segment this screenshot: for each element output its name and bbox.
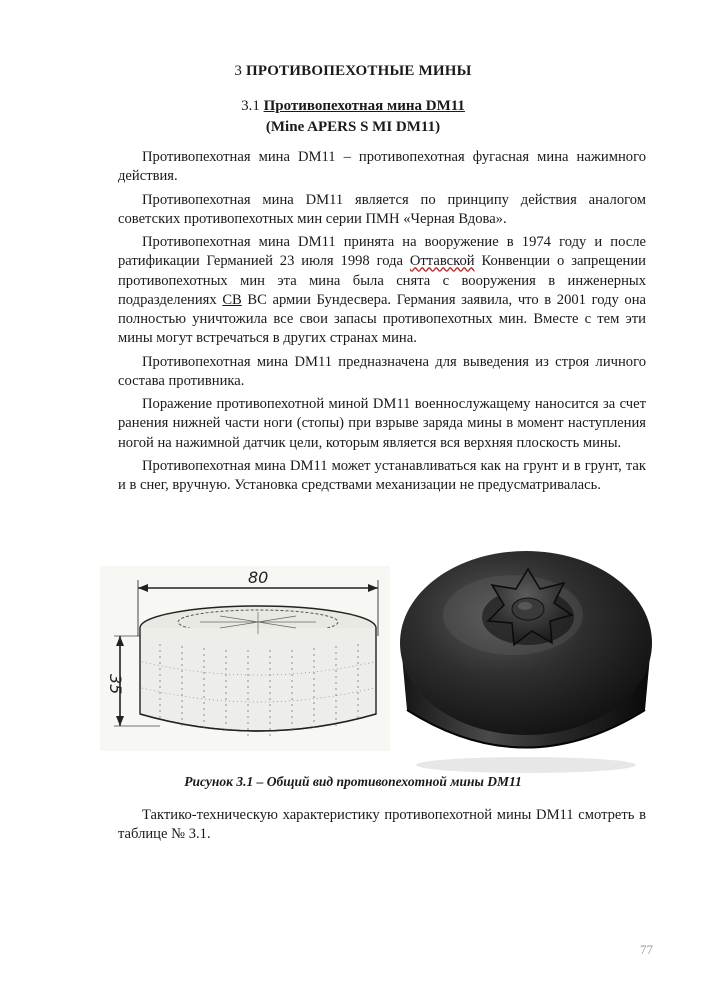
page-number: 77: [640, 942, 653, 957]
paragraph-1: Противопехотная мина DM11 – противопехотная фугасная мина нажимного действия.: [118, 149, 646, 185]
chapter-heading: [0, 63, 706, 80]
paragraph-7: Тактико-техническую характеристику противопехотной мины DM11 смотреть в таблице № 3.1.: [118, 807, 646, 843]
paragraph-3-part-b: Конвенции о запрещении противопехотных мин эта мина была снята с вооружения в инженерных подразделениях: [118, 253, 646, 308]
body-text: [118, 148, 646, 500]
mine-technical-drawing: [100, 566, 390, 751]
chapter-number: 3: [234, 63, 243, 79]
section-title: Противопехотная мина DM11: [263, 98, 465, 114]
paragraph-3-part-c: ВС армии Бундесвера. Германия заявила, что в 2001 году она полностью уничтожила все свои запасы противопехотных мин. Вместе с тем эти мины могут встречаться в других странах мина.: [118, 291, 647, 347]
ottawa-word: Оттавской: [409, 253, 475, 270]
paragraph-3-part-a: Противопехотная мина DM11 принята на вооружение в 1974 году и после ратификации Германией 23 июля 1998 года: [118, 234, 646, 270]
figure-caption: Рисунок 3.1 – Общий вид противопехотной мины DM11: [184, 774, 522, 789]
section-heading: [0, 96, 706, 138]
chapter-title: ПРОТИВОПЕХОТНЫЕ МИНЫ: [246, 63, 472, 79]
section-number: 3.1: [241, 98, 260, 114]
dimension-width-label: 80: [248, 568, 269, 587]
paragraph-4: Противопехотная мина DM11 предназначена для выведения из строя личного состава противника.: [118, 353, 646, 389]
paragraph-5: Поражение противопехотной миной DM11 военнослужащему наносится за счет ранения нижней части ноги (стопы) при взрыве заряда мины в момент наступления ногой на нажимной датчик цели, которым является вся верхняя плоскость мины.: [118, 396, 646, 451]
paragraph-2: Противопехотная мина DM11 является по принципу действия аналогом советских противопехотных мин серии ПМН «Черная Вдова».: [118, 191, 646, 227]
after-figure-text: [118, 806, 646, 844]
paragraph-6: Противопехотная мина DM11 может устанавливаться как на грунт и в грунт, так и в снег, вручную. Установка средствами механизации не предусматривалась.: [118, 457, 646, 494]
dimension-height-label: 35: [106, 674, 125, 695]
sv-abbreviation: СВ: [222, 291, 242, 308]
mine-photo: [393, 535, 658, 775]
section-subtitle: (Mine APERS S MI DM11): [265, 119, 441, 135]
paragraph-3: [118, 233, 646, 348]
